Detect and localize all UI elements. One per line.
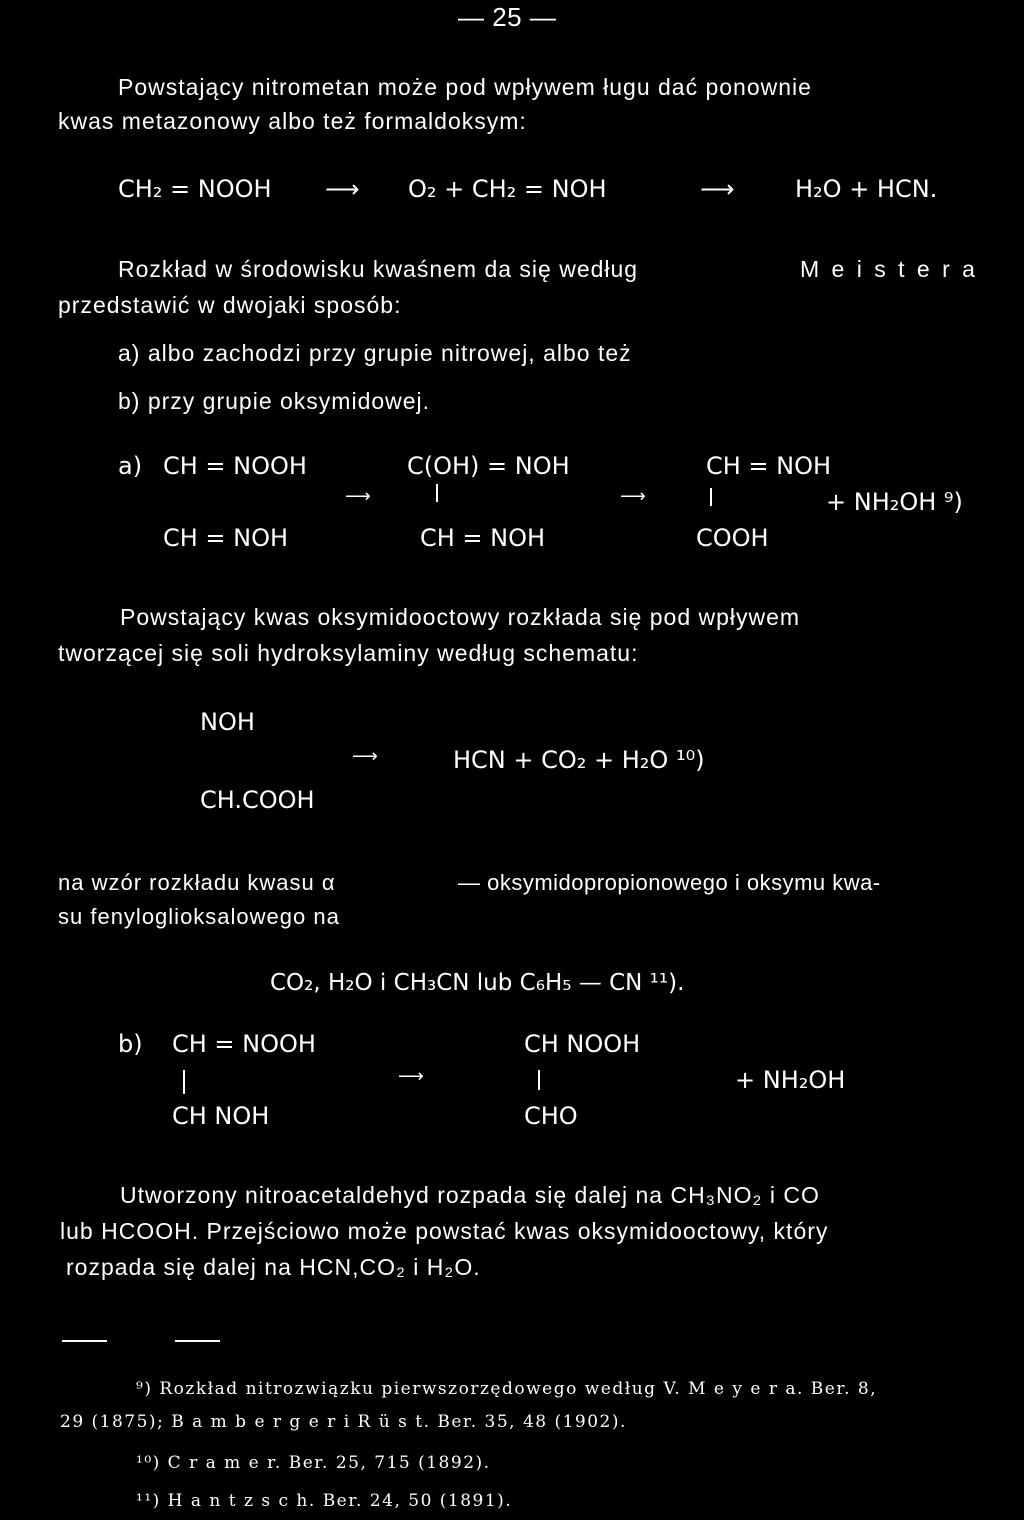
reaction-arrow: ⟶: [620, 486, 646, 507]
scheme-noh-products: HCN + CO₂ + H₂O ¹⁰): [453, 746, 705, 774]
reaction-arrow: ⟶: [352, 746, 378, 767]
para3-line2: tworzącej się soli hydroksylaminy według schematu:: [58, 640, 639, 666]
single-bond: [436, 484, 438, 502]
eq1-middle: O₂ + CH₂ = NOH: [408, 175, 607, 203]
scheme-b-plus: + NH₂OH: [735, 1066, 846, 1094]
scheme-noh-bottom: CH.COOH: [200, 786, 315, 814]
para2-line2: przedstawić w dwojaki sposób:: [58, 292, 402, 318]
scheme-a-plus: + NH₂OH ⁹): [826, 488, 963, 516]
scheme-b-top-1: CH = NOOH: [172, 1030, 316, 1058]
para5-line1: Utworzony nitroacetaldehyd rozpada się dalej na CH₃NO₂ i CO: [120, 1182, 820, 1208]
equation-2: CO₂, H₂O i CH₃CN lub C₆H₅ — CN ¹¹).: [270, 970, 685, 996]
para1-line1: Powstający nitrometan może pod wpływem ługu dać ponownie: [118, 74, 812, 100]
para5-line2: lub HCOOH. Przejściowo może powstać kwas oksymidooctowy, który: [60, 1218, 829, 1244]
scheme-b-bottom-2: CHO: [524, 1102, 578, 1130]
scheme-a-top-3: CH = NOH: [706, 452, 832, 480]
para2-line1a: Rozkład w środowisku kwaśnem da się według: [118, 256, 639, 282]
para4-line1a: na wzór rozkładu kwasu α: [58, 870, 336, 895]
footnote-11: ¹¹) H a n t z s c h. Ber. 24, 50 (1891).: [136, 1491, 513, 1511]
scheme-a-bottom-1: CH = NOH: [163, 524, 289, 552]
single-bond: [710, 488, 712, 506]
para3-line1: Powstający kwas oksymidooctowy rozkłada się pod wpływem: [120, 604, 801, 630]
footnote-9-line1: ⁹) Rozkład nitrozwiązku pierwszorzędowego według V. M e y e r a. Ber. 8,: [136, 1379, 878, 1399]
scheme-a-label: a): [118, 452, 143, 480]
para1-line2: kwas metazonowy albo też formaldoksym:: [58, 108, 527, 134]
scheme-a-top-1: CH = NOOH: [163, 452, 307, 480]
para2-item-b: b) przy grupie oksymidowej.: [118, 388, 431, 414]
single-bond: [538, 1070, 540, 1090]
scheme-b-bottom-1: CH NOH: [172, 1102, 270, 1130]
eq1-left: CH₂ = NOOH: [118, 175, 272, 203]
footnote-10: ¹⁰) C r a m e r. Ber. 25, 715 (1892).: [136, 1453, 491, 1473]
scheme-b-top-2: CH NOOH: [524, 1030, 641, 1058]
scheme-a-top-2: C(OH) = NOH: [407, 452, 570, 480]
footnote-rule: [175, 1340, 220, 1342]
eq1-right: H₂O + HCN.: [795, 175, 938, 203]
para5-line3: rozpada się dalej na HCN,CO₂ i H₂O.: [66, 1254, 481, 1280]
page-number: — 25 —: [458, 2, 557, 32]
reaction-arrow: ⟶: [345, 486, 371, 507]
para4-line1b: — oksymidopropionowego i oksymu kwa-: [458, 870, 881, 895]
single-bond: [183, 1070, 185, 1094]
para4-line2: su fenyloglioksalowego na: [58, 904, 340, 929]
author-meister: M e i s t e r a: [800, 256, 978, 282]
reaction-arrow: ⟶: [325, 175, 360, 203]
reaction-arrow: ⟶: [700, 175, 735, 203]
scheme-b-label: b): [118, 1030, 143, 1058]
scheme-a-bottom-2: CH = NOH: [420, 524, 546, 552]
scheme-noh-top: NOH: [200, 708, 255, 736]
footnote-rule: [62, 1340, 107, 1342]
footnote-9-line2: 29 (1875); B a m b e r g e r i R ü s t. Ber. 35, 48 (1902).: [60, 1412, 627, 1432]
para2-item-a: a) albo zachodzi przy grupie nitrowej, albo też: [118, 340, 632, 366]
scheme-a-bottom-3: COOH: [696, 524, 769, 552]
reaction-arrow: ⟶: [398, 1066, 424, 1087]
